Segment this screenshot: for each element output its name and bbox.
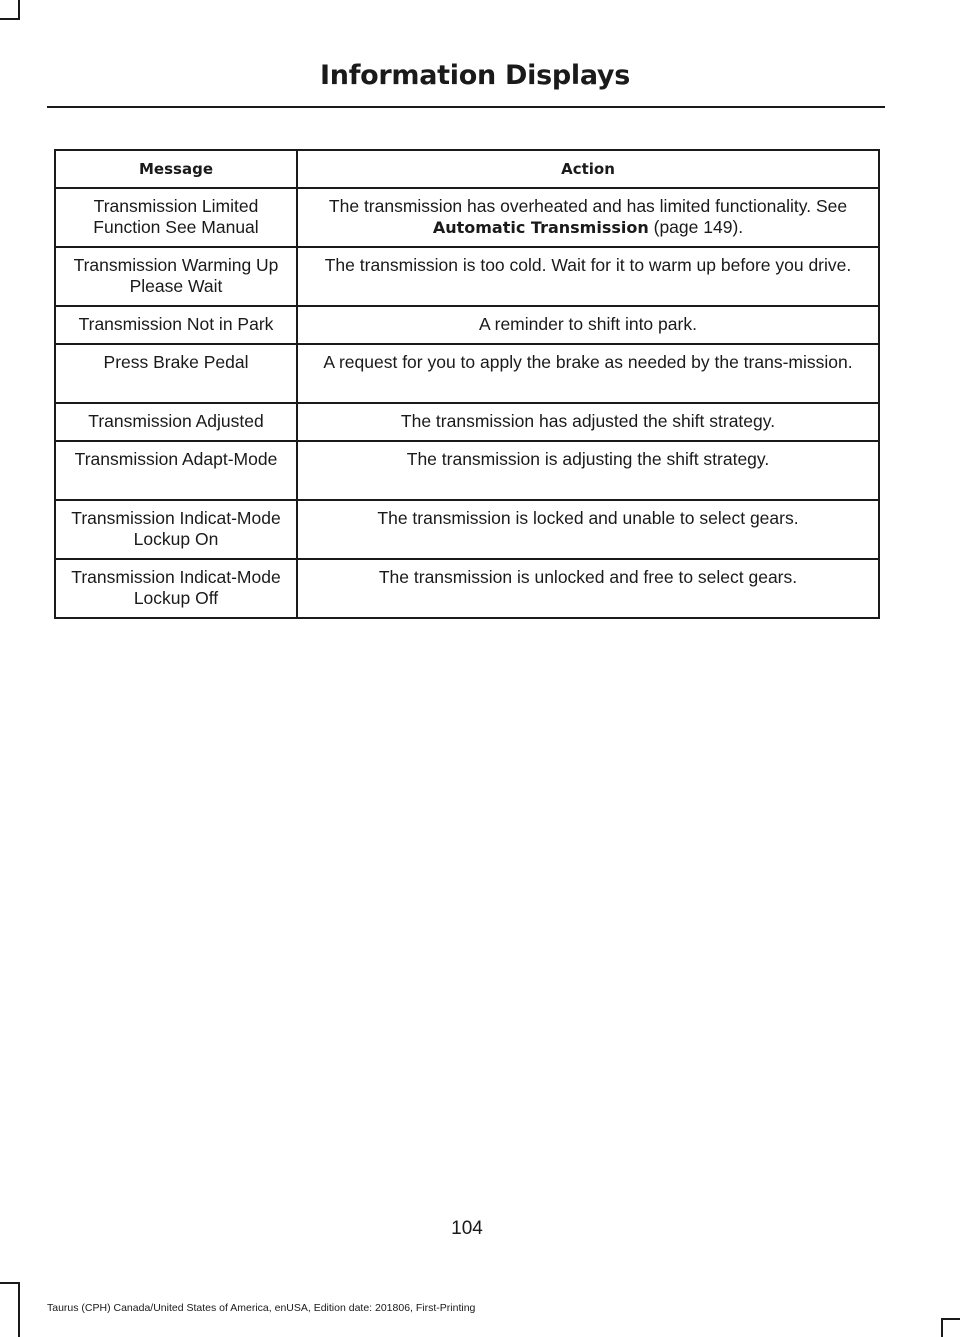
message-cell: Transmission Indicat-Mode Lockup On — [55, 500, 297, 559]
table-row — [55, 247, 879, 306]
crop-mark-top-left-v — [18, 0, 20, 18]
crop-mark-bottom-left-h — [0, 1282, 20, 1284]
table-row — [55, 403, 879, 441]
message-cell: Transmission Not in Park — [55, 306, 297, 344]
table-row — [55, 559, 879, 618]
column-header-action: Action — [297, 150, 879, 188]
table-row — [55, 500, 879, 559]
page-title: Information Displays — [320, 60, 630, 91]
message-cell: Transmission Warming Up Please Wait — [55, 247, 297, 306]
message-cell: Transmission Adjusted — [55, 403, 297, 441]
message-cell: Press Brake Pedal — [55, 344, 297, 403]
action-cell: A request for you to apply the brake as needed by the trans-mission. — [297, 344, 879, 403]
crop-mark-bottom-right-v — [941, 1318, 943, 1337]
crop-mark-bottom-right-h — [941, 1318, 960, 1320]
message-cell: Transmission Adapt-Mode — [55, 441, 297, 500]
action-cell: The transmission is adjusting the shift strategy. — [297, 441, 879, 500]
page-reference: (page 149). — [653, 217, 744, 237]
action-cell: The transmission is locked and unable to select gears. — [297, 500, 879, 559]
page-number: 104 — [451, 1218, 483, 1239]
table-row — [55, 344, 879, 403]
table-row — [55, 441, 879, 500]
message-cell: Transmission Limited Function See Manual — [55, 188, 297, 247]
action-cell: The transmission is too cold. Wait for it to warm up before you drive. — [297, 247, 879, 306]
action-text: The transmission has overheated and has limited functionality. See — [328, 196, 848, 216]
table-row — [55, 188, 879, 247]
messages-table — [54, 149, 880, 619]
action-cell — [297, 188, 879, 247]
cross-reference-link[interactable]: Automatic Transmission — [432, 218, 649, 237]
message-cell: Transmission Indicat-Mode Lockup Off — [55, 559, 297, 618]
action-cell: A reminder to shift into park. — [297, 306, 879, 344]
column-header-message: Message — [55, 150, 297, 188]
footer-edition-info: Taurus (CPH) Canada/United States of America, enUSA, Edition date: 201806, First-Printing — [47, 1302, 476, 1314]
crop-mark-top-left-h — [0, 18, 20, 20]
crop-mark-bottom-left-v — [18, 1282, 20, 1337]
table-header-row — [55, 150, 879, 188]
header-divider — [47, 106, 885, 108]
action-cell: The transmission is unlocked and free to select gears. — [297, 559, 879, 618]
table-row — [55, 306, 879, 344]
action-cell: The transmission has adjusted the shift strategy. — [297, 403, 879, 441]
